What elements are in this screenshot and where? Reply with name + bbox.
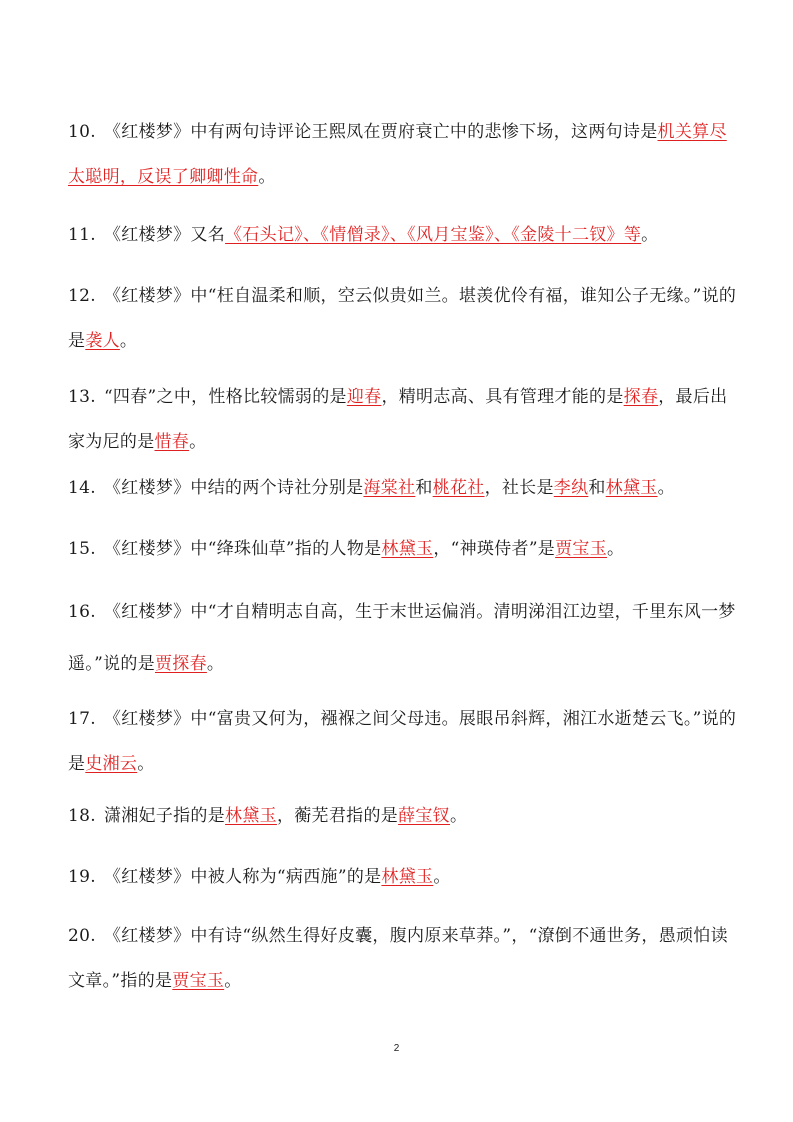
question-number: 15. <box>68 539 96 559</box>
question-text: 。 <box>657 478 675 498</box>
question-text: 。 <box>258 167 276 187</box>
question-text: 《红楼梦》中“才自精明志自高，生于末世运偏消。清明涕泪江边望，千里东风一梦遥。”说的是 <box>68 602 736 674</box>
question-text: 和 <box>415 478 433 498</box>
answer: 林黛玉 <box>605 478 658 498</box>
question-text: 《红楼梦》中有两句诗评论王熙凤在贾府衰亡中的悲惨下场，这两句诗是 <box>103 122 658 142</box>
page-number: 2 <box>393 1043 400 1054</box>
question-text: 。 <box>137 754 155 774</box>
answer: 贾探春 <box>155 654 207 674</box>
question-text: 。 <box>224 971 242 991</box>
answer: 《石头记》、《情僧录》、《风月宝鉴》、《金陵十二钗》等 <box>225 225 642 245</box>
question-text: ，蘅芜君指的是 <box>276 806 399 826</box>
answer: 惜春 <box>154 432 190 452</box>
question-number: 18. <box>68 806 96 826</box>
question-text: 《红楼梦》中结的两个诗社分别是 <box>103 478 364 498</box>
question-17 <box>68 697 740 787</box>
question-text: 。 <box>641 225 659 245</box>
answer: 迎春 <box>346 387 382 407</box>
question-11 <box>68 213 740 258</box>
answer: 林黛玉 <box>225 806 277 826</box>
question-text: ，“神瑛侍者”是 <box>433 539 556 559</box>
question-20 <box>68 914 740 1004</box>
question-number: 19. <box>68 867 96 887</box>
question-number: 20. <box>68 926 96 946</box>
answer: 机关算尽太聪明，反误了卿卿性命 <box>68 122 727 187</box>
question-text: 潇湘妃子指的是 <box>103 806 226 826</box>
question-16 <box>68 586 740 690</box>
question-12 <box>68 274 740 364</box>
answer: 海棠社 <box>363 478 416 498</box>
question-text: 《红楼梦》中被人称为“病西施”的是 <box>103 867 382 887</box>
question-10 <box>68 110 740 200</box>
answer: 桃花社 <box>432 478 485 498</box>
question-number: 14. <box>68 478 96 498</box>
question-text: 《红楼梦》中“富贵又何为，襁褓之间父母违。展眼吊斜辉，湘江水逝楚云飞。”说的是 <box>68 709 737 774</box>
question-number: 10. <box>68 122 96 142</box>
question-number: 17. <box>68 709 96 729</box>
question-18 <box>68 794 740 839</box>
answer: 李纨 <box>553 478 589 498</box>
answer: 林黛玉 <box>381 867 434 887</box>
question-15 <box>68 527 740 572</box>
answer: 探春 <box>623 387 659 407</box>
question-text: 。 <box>189 432 207 452</box>
question-text: 。 <box>206 654 225 674</box>
question-14 <box>68 466 740 511</box>
question-number: 11. <box>68 225 96 245</box>
question-text: 。 <box>449 806 468 826</box>
question-19 <box>68 855 740 900</box>
question-text: 。 <box>433 867 451 887</box>
question-13 <box>68 375 740 465</box>
answer: 薛宝钗 <box>398 806 450 826</box>
question-text: ，最后出家为尼的是 <box>68 387 728 452</box>
question-text: 《红楼梦》又名 <box>103 225 226 245</box>
question-text: 。 <box>607 539 625 559</box>
question-text: 和 <box>588 478 606 498</box>
question-text: ，社长是 <box>484 478 554 498</box>
question-number: 13. <box>68 387 96 407</box>
answer: 史湘云 <box>85 754 138 774</box>
answer: 贾宝玉 <box>555 539 608 559</box>
question-text: 《红楼梦》中“绛珠仙草”指的人物是 <box>103 539 382 559</box>
question-text: “四春”之中，性格比较懦弱的是 <box>103 387 347 407</box>
answer: 贾宝玉 <box>172 971 225 991</box>
answer: 袭人 <box>85 331 120 351</box>
question-text: 《红楼梦》中有诗“纵然生得好皮囊，腹内原来草莽。”，“潦倒不通世务，愚顽怕读文章。”指的是 <box>68 926 728 991</box>
question-number: 12. <box>68 286 96 306</box>
question-text: 《红楼梦》中“枉自温柔和顺，空云似贵如兰。堪羡优伶有福，谁知公子无缘。”说的是 <box>68 286 737 351</box>
question-text: 。 <box>119 331 138 351</box>
answer: 林黛玉 <box>381 539 434 559</box>
question-number: 16. <box>68 602 96 622</box>
question-text: ，精明志高、具有管理才能的是 <box>381 387 624 407</box>
